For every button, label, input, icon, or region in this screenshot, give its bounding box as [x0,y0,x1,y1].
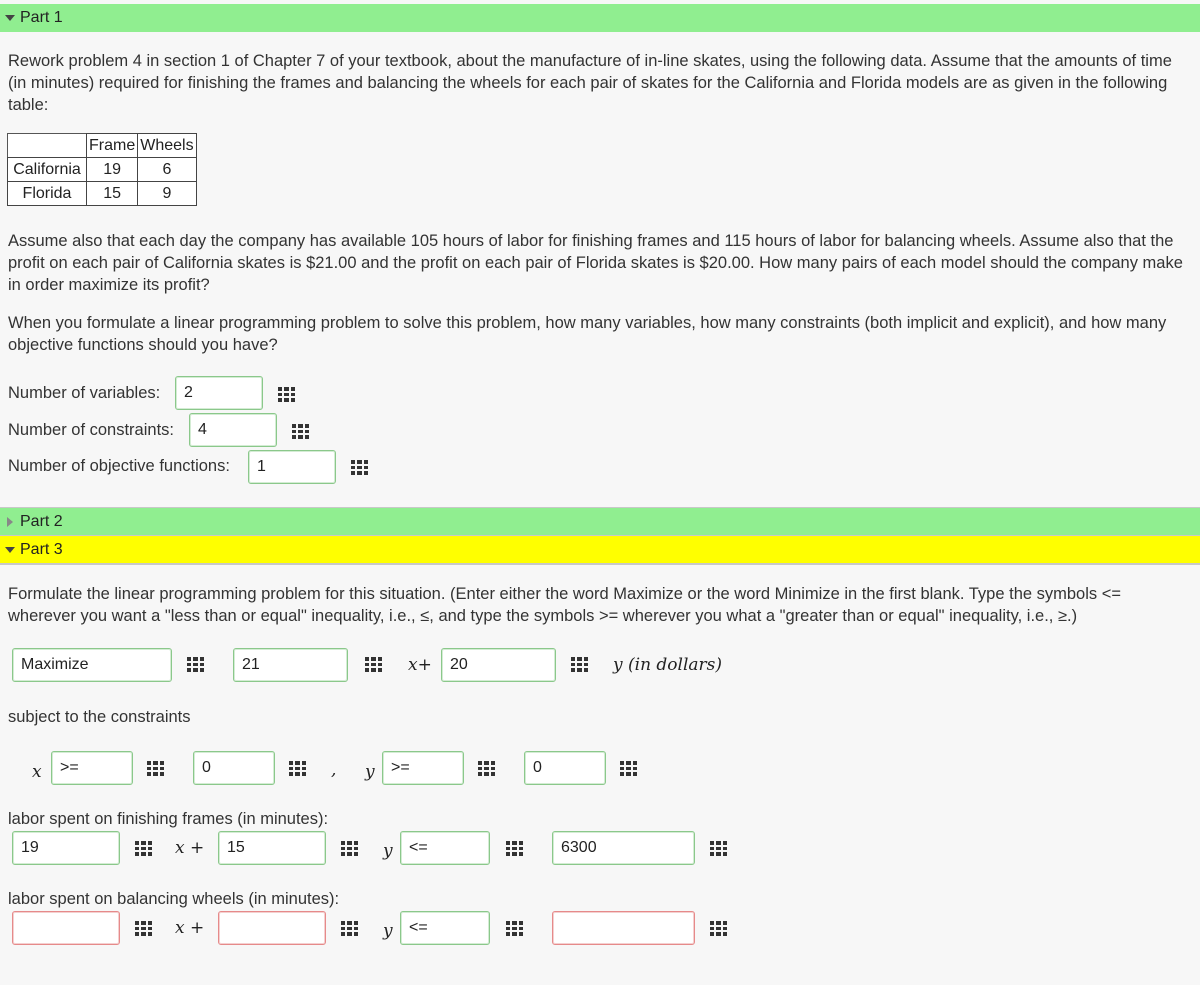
grid-3x3-icon[interactable] [506,921,523,936]
part2-title: Part 2 [20,513,63,530]
grid-3x3-icon[interactable] [478,761,495,776]
grid-3x3-icon[interactable] [351,460,368,475]
grid-3x3-icon[interactable] [341,841,358,856]
wheels-rhs-input[interactable] [552,911,695,945]
grid-3x3-icon[interactable] [147,761,164,776]
objective-x-plus: x+ [408,655,432,675]
caret-down-icon [5,547,15,553]
skates-time-table [7,133,197,206]
frames-y-var: y [383,841,393,861]
nonneg-y-var: y [365,762,375,782]
grid-3x3-icon[interactable] [571,657,588,672]
part3-instructions: Formulate the linear programming problem for this situation. (Enter either the word Maximize or the word Minimize in the first blank. Type the symbols <= wherever you want a "less than or equal" inequality, i.e., ≤, and type the symbols >= wherever you what a "greater than or equal" inequality, i.e., ≥.) [8,585,1122,625]
num-variables-input[interactable]: 2 [175,376,263,410]
num-constraints-label: Number of constraints: [8,421,174,439]
objective-coef-y-input[interactable]: 20 [441,648,556,682]
table-row-label: California [8,158,87,182]
part3-title: Part 3 [20,541,63,558]
objective-y-suffix: y (in dollars) [613,655,723,675]
part2-header[interactable] [0,507,1200,535]
part1-assumption: Assume also that each day the company has available 105 hours of labor for finishing frames and 115 hours of labor for balancing wheels. Assume also that the profit on each pair of California skates is $21.00 and the profit on each pair of Florida skates is $20.00. How many pairs of each model should the company make in order maximize its profit? [8,232,1183,294]
grid-3x3-icon[interactable] [341,921,358,936]
wheels-constraint-label: labor spent on balancing wheels (in minutes): [8,890,340,908]
part1-intro: Rework problem 4 in section 1 of Chapter 7 of your textbook, about the manufacture of in-line skates, using the following data. Assume that the amounts of time (in minutes) required for finishing the frames and balancing the wheels for each pair of skates for the California and Florida models are as given in the following table: [8,52,1172,114]
table-row [8,158,197,182]
nonneg-x-operator-input[interactable]: >= [51,751,133,785]
frames-rhs-input[interactable]: 6300 [552,831,695,865]
table-col-header: Frame [87,134,138,158]
num-variables-label: Number of variables: [8,384,161,402]
table-cell: 9 [138,182,196,206]
frames-constraint-label: labor spent on finishing frames (in minutes): [8,810,329,828]
caret-right-icon [7,517,13,527]
grid-3x3-icon[interactable] [289,761,306,776]
table-cell: 19 [87,158,138,182]
part1-question: When you formulate a linear programming problem to solve this problem, how many variables, how many constraints (both implicit and explicit), and how many objective functions should you have? [8,314,1167,354]
table-cell: 6 [138,158,196,182]
wheels-operator-input[interactable]: <= [400,911,490,945]
wheels-coef-x-input[interactable] [12,911,120,945]
grid-3x3-icon[interactable] [135,841,152,856]
num-constraints-input[interactable]: 4 [189,413,277,447]
nonneg-x-var: x [32,762,42,782]
grid-3x3-icon[interactable] [187,657,204,672]
grid-3x3-icon[interactable] [710,841,727,856]
wheels-x-plus: x + [175,918,205,938]
table-corner-cell [8,134,87,158]
grid-3x3-icon[interactable] [365,657,382,672]
nonneg-y-rhs-input[interactable]: 0 [524,751,606,785]
grid-3x3-icon[interactable] [620,761,637,776]
frames-coef-x-input[interactable]: 19 [12,831,120,865]
table-cell: 15 [87,182,138,206]
objective-coef-x-input[interactable]: 21 [233,648,348,682]
frames-x-plus: x + [175,838,205,858]
num-objectives-label: Number of objective functions: [8,457,230,475]
nonneg-x-rhs-input[interactable]: 0 [193,751,275,785]
table-row-label: Florida [8,182,87,206]
grid-3x3-icon[interactable] [292,424,309,439]
nonneg-separator: , [331,760,337,780]
grid-3x3-icon[interactable] [278,387,295,402]
part1-title: Part 1 [20,9,63,26]
grid-3x3-icon[interactable] [506,841,523,856]
part3-header[interactable] [0,535,1200,565]
nonneg-y-operator-input[interactable]: >= [382,751,464,785]
table-col-header: Wheels [138,134,196,158]
subject-to-label: subject to the constraints [8,708,191,726]
wheels-coef-y-input[interactable] [218,911,326,945]
objective-type-input[interactable]: Maximize [12,648,172,682]
grid-3x3-icon[interactable] [135,921,152,936]
wheels-y-var: y [383,921,393,941]
caret-down-icon [5,15,15,21]
table-row [8,182,197,206]
frames-operator-input[interactable]: <= [400,831,490,865]
part1-header[interactable] [0,4,1200,32]
frames-coef-y-input[interactable]: 15 [218,831,326,865]
num-objectives-input[interactable]: 1 [248,450,336,484]
table-header-row [8,134,197,158]
grid-3x3-icon[interactable] [710,921,727,936]
